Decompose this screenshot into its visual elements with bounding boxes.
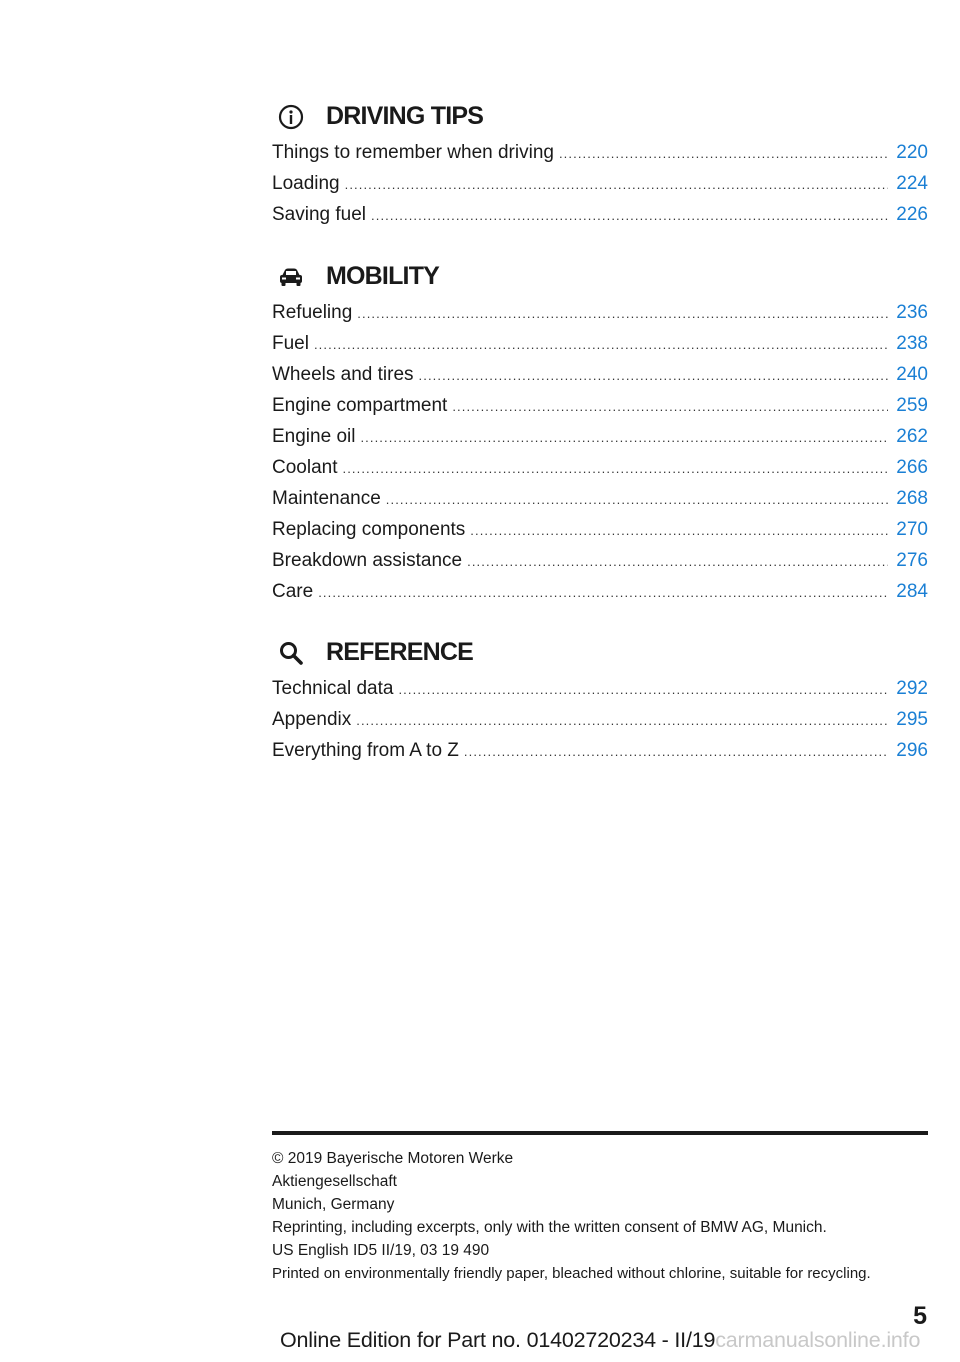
toc-entry-label: Breakdown assistance [272, 550, 463, 571]
toc-entry-refueling[interactable] [272, 297, 928, 328]
toc-entry-engine-compartment[interactable] [272, 390, 928, 421]
toc-entry-label: Refueling [272, 302, 353, 323]
toc-entry-label: Things to remember when driving [272, 142, 554, 163]
imprint-line: Printed on environmentally friendly paper, bleached without chlorine, suitable for recycling. [272, 1265, 871, 1282]
toc-entry-label: Replacing components [272, 519, 466, 540]
online-edition-banner [280, 1328, 920, 1353]
imprint-line: Munich, Germany [272, 1196, 395, 1213]
toc-entry-page[interactable]: 268 [896, 488, 928, 509]
toc-entry-page[interactable]: 295 [896, 709, 928, 730]
toc-entry-loading[interactable] [272, 168, 928, 199]
toc-entry-maintenance[interactable] [272, 483, 928, 514]
toc-entry-replacing-components[interactable] [272, 514, 928, 545]
toc-entry-page[interactable]: 284 [896, 581, 928, 602]
dot-leader [419, 360, 889, 391]
section-header [272, 636, 928, 670]
toc-entry-engine-oil[interactable] [272, 421, 928, 452]
toc-entry-page[interactable]: 238 [896, 333, 928, 354]
dot-leader [345, 169, 889, 200]
toc-entry-label: Fuel [272, 333, 309, 354]
footer-divider [272, 1131, 928, 1135]
dot-leader [470, 515, 888, 546]
toc-entry-technical-data[interactable] [272, 673, 928, 704]
section-mobility [272, 260, 928, 607]
toc-entry-things-to-remember[interactable] [272, 137, 928, 168]
dot-leader [452, 391, 888, 422]
dot-leader [464, 736, 888, 767]
toc-list [272, 137, 928, 230]
toc-entry-label: Saving fuel [272, 204, 367, 225]
imprint-line: Aktiengesellschaft [272, 1173, 397, 1190]
section-title: MOBILITY [326, 262, 440, 290]
toc-entry-label: Loading [272, 173, 340, 194]
dot-leader [357, 298, 888, 329]
toc-entry-page[interactable]: 240 [896, 364, 928, 385]
toc-entry-fuel[interactable] [272, 328, 928, 359]
online-edition-text: Online Edition for Part no. 01402720234 - II/19 [280, 1328, 716, 1352]
toc-entry-label: Engine compartment [272, 395, 448, 416]
dot-leader [360, 422, 888, 453]
section-header [272, 260, 928, 294]
toc-entry-wheels-and-tires[interactable] [272, 359, 928, 390]
toc-entry-label: Wheels and tires [272, 364, 414, 385]
imprint-line: © 2019 Bayerische Motoren Werke [272, 1150, 514, 1167]
toc-entry-label: Appendix [272, 709, 352, 730]
car-icon [278, 264, 304, 290]
section-title: REFERENCE [326, 638, 473, 666]
toc-entry-appendix[interactable] [272, 704, 928, 735]
dot-leader [559, 138, 888, 169]
section-reference [272, 636, 928, 766]
toc-entry-care[interactable] [272, 576, 928, 607]
toc-entry-page[interactable]: 266 [896, 457, 928, 478]
dot-leader [314, 329, 888, 360]
section-header [272, 100, 928, 134]
toc-entry-saving-fuel[interactable] [272, 199, 928, 230]
info-icon [278, 104, 304, 130]
dot-leader [371, 200, 888, 231]
dot-leader [356, 705, 888, 736]
toc-entry-label: Care [272, 581, 314, 602]
toc-list [272, 673, 928, 766]
toc-entry-breakdown-assistance[interactable] [272, 545, 928, 576]
toc-entry-label: Engine oil [272, 426, 356, 447]
section-driving-tips [272, 100, 928, 230]
toc-entry-page[interactable]: 224 [896, 173, 928, 194]
toc-entry-a-to-z[interactable] [272, 735, 928, 766]
toc-entry-page[interactable]: 296 [896, 740, 928, 761]
toc-entry-page[interactable]: 226 [896, 204, 928, 225]
dot-leader [386, 484, 889, 515]
toc-entry-label: Technical data [272, 678, 394, 699]
imprint [272, 1147, 928, 1285]
toc-list [272, 297, 928, 607]
toc-entry-page[interactable]: 259 [896, 395, 928, 416]
imprint-line: US English ID5 II/19, 03 19 490 [272, 1242, 490, 1259]
watermark: carmanualsonline.info [715, 1328, 921, 1352]
section-title: DRIVING TIPS [326, 102, 484, 130]
search-icon [278, 640, 304, 666]
toc-entry-label: Maintenance [272, 488, 381, 509]
toc-entry-coolant[interactable] [272, 452, 928, 483]
toc-entry-page[interactable]: 276 [896, 550, 928, 571]
toc-entry-label: Everything from A to Z [272, 740, 459, 761]
dot-leader [318, 577, 888, 608]
imprint-line: Reprinting, including excerpts, only with the written consent of BMW AG, Munich. [272, 1219, 827, 1236]
dot-leader [343, 453, 889, 484]
dot-leader [467, 546, 888, 577]
toc-entry-page[interactable]: 236 [896, 302, 928, 323]
toc-entry-page[interactable]: 220 [896, 142, 928, 163]
page-number: 5 [913, 1302, 927, 1330]
toc-entry-page[interactable]: 262 [896, 426, 928, 447]
toc-entry-page[interactable]: 270 [896, 519, 928, 540]
toc-entry-label: Coolant [272, 457, 338, 478]
toc-entry-page[interactable]: 292 [896, 678, 928, 699]
dot-leader [398, 674, 888, 705]
